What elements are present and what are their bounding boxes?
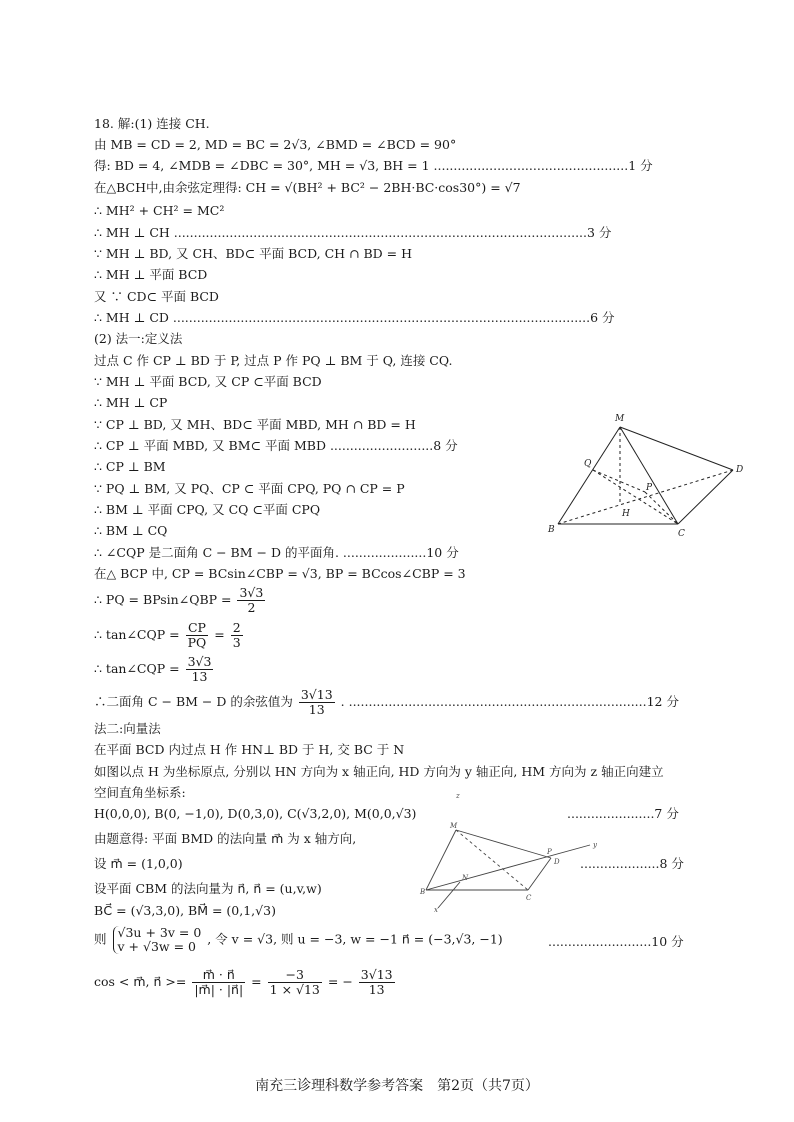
- label-b-2: B: [420, 888, 426, 896]
- edge-qp: [593, 470, 645, 492]
- edge-md: [620, 427, 733, 470]
- line-18: ∵ PQ ⊥ BM, 又 PQ、CP ⊂ 平面 CPQ, PQ ∩ CP = P: [94, 481, 405, 496]
- line-8: ∴ MH ⊥ 平面 BCD: [94, 267, 208, 282]
- label-h: H: [622, 509, 630, 519]
- fraction: $\frac{3√13}{13}$: [360, 967, 393, 997]
- label-c-2: C: [526, 894, 532, 902]
- fraction: $\frac{-3}{1 \times √13}$: [269, 967, 320, 997]
- edge-cd-2: [528, 858, 551, 890]
- line-37: cos < m⃗, n⃗ >= $\frac{m⃗ \cdot n⃗}{|m⃗| \cdot |n⃗|}$ = $\frac{-3}{1 \times √13}$ = − $\frac{3√13}{13}$: [94, 967, 393, 997]
- edge-cd: [678, 470, 733, 524]
- line-31-score: ......................7 分: [567, 806, 679, 821]
- line-24: ∴ tan∠CQP = $\frac{CP}{PQ}$ = $\frac{2}{3}$: [94, 620, 241, 650]
- edge-mb: [558, 427, 620, 524]
- label-p-2: P: [547, 848, 552, 856]
- fraction: $\frac{CP}{PQ}$: [187, 620, 207, 650]
- fraction: $\frac{2}{3}$: [232, 620, 241, 650]
- fraction: $\frac{3√3}{13}$: [187, 654, 212, 684]
- line-11: (2) 法一:定义法: [94, 331, 183, 346]
- line-34: 设平面 CBM 的法向量为 n⃗, n⃗ = (u,v,w): [94, 881, 322, 896]
- label-c: C: [678, 529, 685, 539]
- label-n-2: N: [462, 874, 469, 882]
- line-26: ∴二面角 C − BM − D 的余弦值为 $\frac{3√13}{13}$ . ...........................................................................12 分: [94, 687, 679, 717]
- line-12: 过点 C 作 CP ⊥ BD 于 P, 过点 P 作 PQ ⊥ BM 于 Q, 连接 CQ.: [94, 353, 453, 368]
- line-28: 在平面 BCD 内过点 H 作 HN⊥ BD 于 H, 交 BC 于 N: [94, 742, 405, 757]
- geometry-figure-1: [540, 410, 760, 540]
- label-d: D: [736, 465, 744, 475]
- equation-system: √3u + 3v = 0 v + √3w = 0: [113, 926, 202, 954]
- line-35: BC⃗ = (√3,3,0), BM⃗ = (0,1,√3): [94, 903, 276, 918]
- line-13: ∵ MH ⊥ 平面 BCD, 又 CP ⊂平面 BCD: [94, 374, 322, 389]
- line-33: 设 m⃗ = (1,0,0): [94, 856, 183, 871]
- line-19: ∴ BM ⊥ 平面 CPQ, 又 CQ ⊂平面 CPQ: [94, 502, 321, 517]
- page-footer: 南充三诊理科数学参考答案 第2页（共7页）: [255, 1078, 539, 1094]
- line-31: H(0,0,0), B(0, −1,0), D(0,3,0), C(√3,2,0), M(0,0,√3): [94, 806, 417, 821]
- label-q: Q: [584, 459, 592, 469]
- line-33-score: ....................8 分: [580, 856, 684, 871]
- line-21: ∴ ∠CQP 是二面角 C − BM − D 的平面角. .....................10 分: [94, 545, 459, 560]
- line-6: ∴ MH ⊥ CH ........................................................................................................3 分: [94, 225, 612, 240]
- line-16: ∴ CP ⊥ 平面 MBD, 又 BM⊂ 平面 MBD ..........................8 分: [94, 438, 458, 453]
- line-23: ∴ PQ = BPsin∠QBP = $\frac{3√3}{2}$: [94, 585, 264, 615]
- line-30: 空间直角坐标系:: [94, 785, 186, 800]
- line-36-score: ..........................10 分: [548, 934, 684, 949]
- line-5: ∴ MH² + CH² = MC²: [94, 203, 225, 218]
- line-29: 如图以点 H 为坐标原点, 分别以 HN 方向为 x 轴正向, HD 方向为 y 轴正向, HM 方向为 z 轴正向建立: [94, 764, 664, 779]
- label-x-2: x: [434, 906, 438, 914]
- label-p: P: [646, 483, 653, 493]
- line-36: 则 √3u + 3v = 0 v + √3w = 0 , 令 v = √3, 则 u = −3, w = −1 n⃗ = (−3,√3, −1): [94, 925, 503, 954]
- line-15: ∵ CP ⊥ BD, 又 MH、BD⊂ 平面 MBD, MH ∩ BD = H: [94, 417, 416, 432]
- line-3: 得: BD = 4, ∠MDB = ∠DBC = 30°, MH = √3, BH = 1 .................................................1 分: [94, 158, 653, 173]
- label-m: M: [615, 414, 625, 424]
- edge-md-2: [456, 830, 551, 858]
- label-z: z: [456, 792, 460, 800]
- y-axis: [426, 845, 590, 890]
- fraction: $\frac{3√3}{2}$: [239, 585, 264, 615]
- line-4: 在△BCH中,由余弦定理得: CH = √(BH² + BC² − 2BH·BC·cos30°) = √7: [94, 180, 521, 195]
- line-25: ∴ tan∠CQP = $\frac{3√3}{13}$: [94, 654, 212, 684]
- edge-qc: [593, 470, 678, 524]
- line-10: ∴ MH ⊥ CD .........................................................................................................6 分: [94, 310, 615, 325]
- line-17: ∴ CP ⊥ BM: [94, 459, 166, 474]
- geometry-figure-2: [418, 790, 608, 915]
- line-1: 18. 解:(1) 连接 CH.: [94, 116, 210, 131]
- line-2: 由 MB = CD = 2, MD = BC = 2√3, ∠BMD = ∠BCD = 90°: [94, 137, 457, 152]
- label-d-2: D: [554, 858, 560, 866]
- line-22: 在△ BCP 中, CP = BCsin∠CBP = √3, BP = BCcos∠CBP = 3: [94, 566, 466, 581]
- line-14: ∴ MH ⊥ CP: [94, 395, 168, 410]
- line-27: 法二:向量法: [94, 721, 161, 736]
- line-20: ∴ BM ⊥ CQ: [94, 523, 168, 538]
- fraction: $\frac{3√13}{13}$: [300, 687, 333, 717]
- label-m-2: M: [450, 822, 458, 830]
- fraction: $\frac{m⃗ \cdot n⃗}{|m⃗| \cdot |n⃗|}$: [194, 967, 244, 997]
- line-32: 由题意得: 平面 BMD 的法向量 m⃗ 为 x 轴方向,: [94, 831, 357, 846]
- label-b: B: [548, 525, 555, 535]
- edge-mb-2: [426, 830, 456, 890]
- label-y-2: y: [593, 841, 597, 849]
- line-9: 又 ∵ CD⊂ 平面 BCD: [94, 289, 219, 304]
- edge-bd: [558, 470, 733, 524]
- line-7: ∵ MH ⊥ BD, 又 CH、BD⊂ 平面 BCD, CH ∩ BD = H: [94, 246, 413, 261]
